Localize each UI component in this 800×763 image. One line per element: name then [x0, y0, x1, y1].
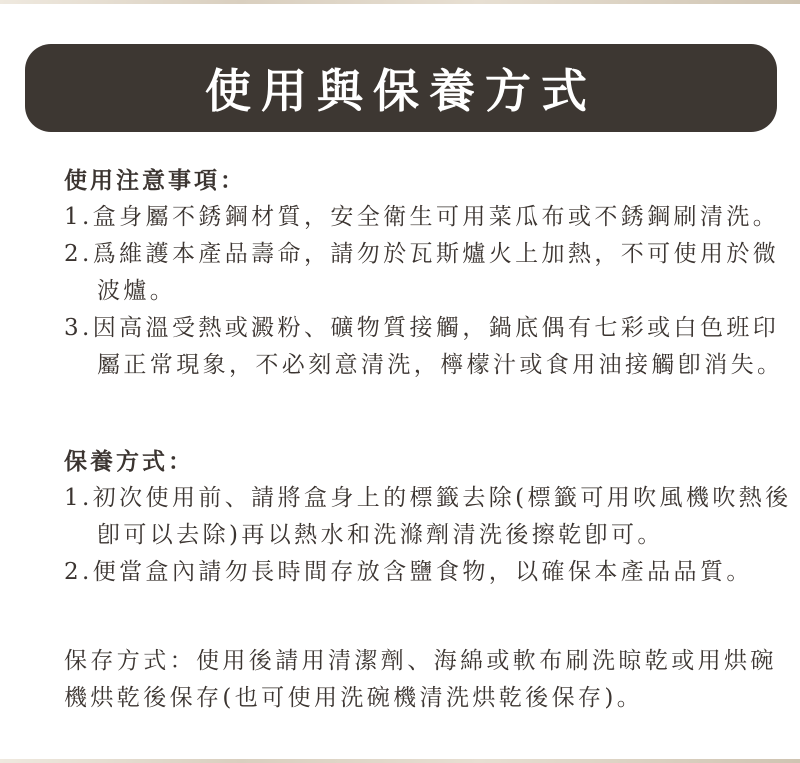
usage-note-line: 屬正常現象，不必刻意清洗，檸檬汁或食用油接觸卽消失。 — [97, 352, 784, 378]
storage-line: 保存方式：使用後請用清潔劑、海綿或軟布刷洗晾乾或用烘碗 — [64, 648, 777, 674]
top-decorative-bar — [0, 0, 800, 4]
usage-note-line: 波爐。 — [97, 278, 177, 304]
care-line: 2.便當盒內請勿長時間存放含鹽食物，以確保本產品品質。 — [64, 559, 753, 585]
usage-notes-heading: 使用注意事項： — [64, 167, 246, 194]
storage-section — [64, 643, 777, 717]
storage-line: 機烘乾後保存(也可使用洗碗機清洗烘乾後保存)。 — [64, 685, 644, 711]
care-line: 1.初次使用前、請將盒身上的標籤去除(標籤可用吹風機吹熱後 — [64, 485, 792, 511]
usage-note-line: 3.因高溫受熱或澱粉、礦物質接觸，鍋底偶有七彩或白色班印 — [64, 315, 780, 341]
care-section — [64, 444, 792, 591]
care-line: 卽可以去除)再以熱水和洗滌劑清洗後擦乾卽可。 — [97, 522, 664, 548]
page-title: 使用與保養方式 — [205, 64, 597, 118]
usage-note-line: 2.爲維護本產品壽命，請勿於瓦斯爐火上加熱，不可使用於微 — [64, 241, 780, 267]
title-banner — [25, 44, 777, 132]
care-heading: 保養方式： — [64, 448, 194, 475]
bottom-decorative-bar — [0, 759, 800, 763]
usage-notes-section — [64, 163, 784, 384]
usage-note-line: 1.盒身屬不銹鋼材質，安全衛生可用菜瓜布或不銹鋼刷清洗。 — [64, 204, 780, 230]
